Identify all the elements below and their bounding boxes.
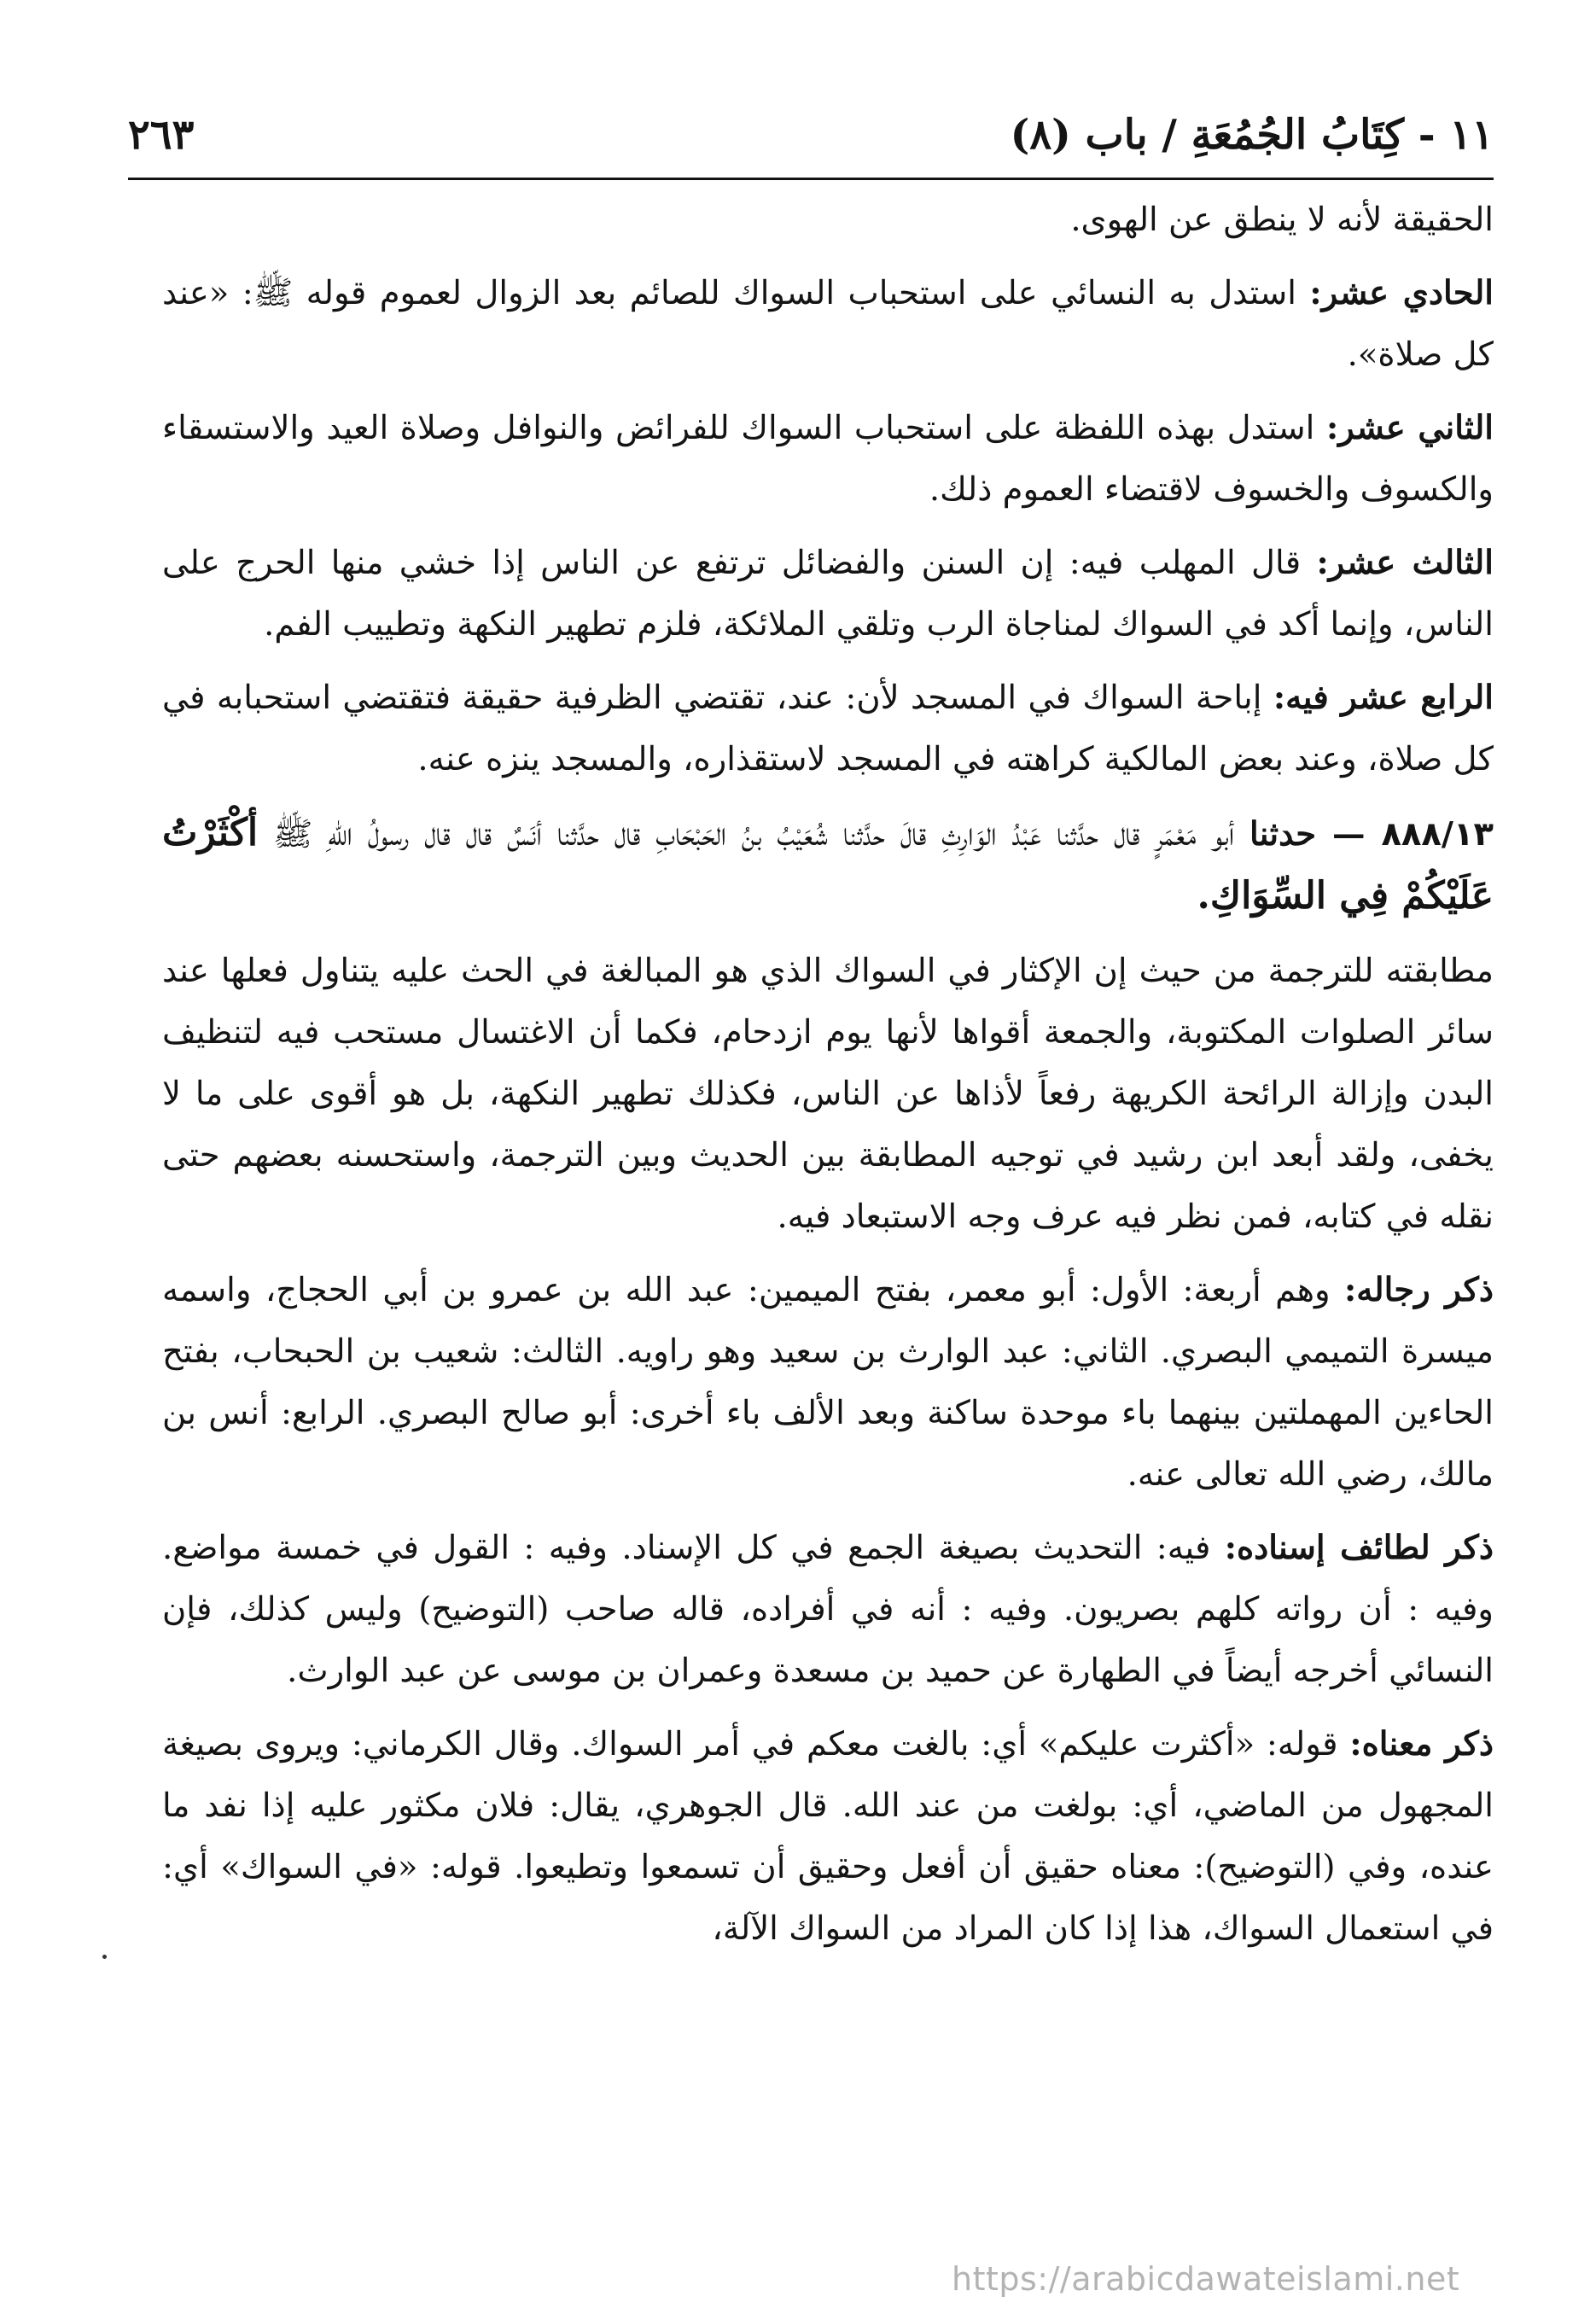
hadith-matn: أكْثَرْتُ عَلَيْكُمْ فِي السِّوَاكِ. [162,811,1494,918]
page-body [162,189,1494,1972]
commentary-paragraph [162,941,1494,1248]
hadith-lead: — حدثنا [1249,815,1382,854]
commentary-paragraph [162,1714,1494,1960]
paragraph [162,263,1494,386]
paragraph-text: إباحة السواك في المسجد لأن: عند، تقتضي الظرفية حقيقة فتقتضي استحبابه في كل صلاة، وعند بعض المالكية كراهته في المسجد لاستقذاره، والمسجد ينزه عنه. [162,679,1494,778]
hadith-chain: أبو مَعْمَرٍ قال حدَّثنا عَبْدُ الوَارِثِ قالَ حدَّثنا شُعَيْبُ بنُ الحَبْحَابِ قال حدَّثنا أنَسٌ قال قال رسولُ اللهِ ﷺ [258,815,1250,854]
watermark: https://arabicdawateislami.net [952,2260,1460,2298]
commentary-label: ذكر رجاله: [1344,1271,1494,1309]
running-title: ١١ - كِتَابُ الجُمُعَةِ / باب (٨) [1010,111,1494,159]
commentary-text: وهم أربعة: الأول: أبو معمر، بفتح الميمين: عبد الله بن عمرو بن أبي الحجاج، واسمه ميسرة التميمي البصري. الثاني: عبد الوارث بن سعيد وهو راويه. الثالث: شعيب بن الحبحاب، بفتح الحاءين المهملتين بينهما باء موحدة ساكنة وبعد الألف باء أخرى: أبو صالح البصري. الرابع: أنس بن مالك، رضي الله تعالى عنه. [162,1271,1494,1494]
paragraph [162,398,1494,521]
paragraph-label: الحادي عشر: [1309,274,1494,312]
hadith-number: ٨٨٨/١٣ [1381,815,1494,854]
commentary-label: ذكر معناه: [1349,1725,1494,1763]
paragraph [162,667,1494,790]
page-header [128,111,1494,171]
paragraph-text: قال المهلب فيه: إن السنن والفضائل ترتفع عن الناس إذا خشي منها الحرج على الناس، وإنما أكد في السواك لمناجاة الرب وتلقي الملائكة، فلزم تطهير النكهة وتطييب الفم. [162,544,1494,644]
commentary-text: قوله: «أكثرت عليكم» أي: بالغت معكم في أمر السواك. وقال الكرماني: ويروى بصيغة المجهول من الماضي، أي: بولغت من عند الله. قال الجوهري، يقال: فلان مكثور عليه إذا نفد ما عنده، وفي (التوضيح): معناه حقيق أن أفعل وحقيق أن تسمعوا وتطيعوا. قوله: «في السواك» أي: في استعمال السواك، هذا إذا كان المراد من السواك الآلة، [162,1725,1494,1948]
paragraph-label: الرابع عشر فيه: [1273,679,1494,717]
paragraph [162,189,1494,251]
header-rule [128,178,1494,180]
commentary-paragraph [162,1518,1494,1702]
paragraph-label: الثالث عشر: [1316,544,1494,582]
paragraph-label: الثاني عشر: [1325,409,1494,447]
paragraph [162,533,1494,656]
paragraph-text: استدل بهذه اللفظة على استحباب السواك للفرائض والنوافل وصلاة العيد والاستسقاء والكسوف والخسوف لاقتضاء العموم ذلك. [162,409,1494,509]
margin-dot [102,1955,107,1959]
paragraph-text: الحقيقة لأنه لا ينطق عن الهوى. [1070,201,1494,239]
paragraph-text: استدل به النسائي على استحباب السواك للصائم بعد الزوال لعموم قوله ﷺ: «عند كل صلاة». [162,274,1494,374]
commentary-text: مطابقته للترجمة من حيث إن الإكثار في السواك الذي هو المبالغة في الحث عليه يتناول فعلها عند سائر الصلوات المكتوبة، والجمعة أقواها لأنها يوم ازدحام، فكما أن الاغتسال مستحب فيه لتنظيف البدن وإزالة الرائحة الكريهة رفعاً لأذاها عن الناس، فكذلك تطهير النكهة، بل هو أقوى على ما لا يخفى، ولقد أبعد ابن رشيد في توجيه المطابقة بين الحديث وبين الترجمة، واستحسنه بعضهم حتى نقله في كتابه، فمن نظر فيه عرف وجه الاستبعاد فيه. [162,952,1494,1236]
commentary-paragraph [162,1260,1494,1506]
commentary-label: ذكر لطائف إسناده: [1224,1529,1494,1567]
commentary-text: فيه: التحديث بصيغة الجمع في كل الإسناد. وفيه : القول في خمسة مواضع. وفيه : أن رواته كلهم بصريون. وفيه : أنه في أفراده، قاله صاحب (التوضيح) وليس كذلك، فإن النسائي أخرجه أيضاً في الطهارة عن حميد بن مسعدة وعمران بن موسى عن عبد الوارث. [162,1529,1494,1690]
page-number: ٢٦٣ [128,111,195,159]
hadith-block [162,802,1494,929]
